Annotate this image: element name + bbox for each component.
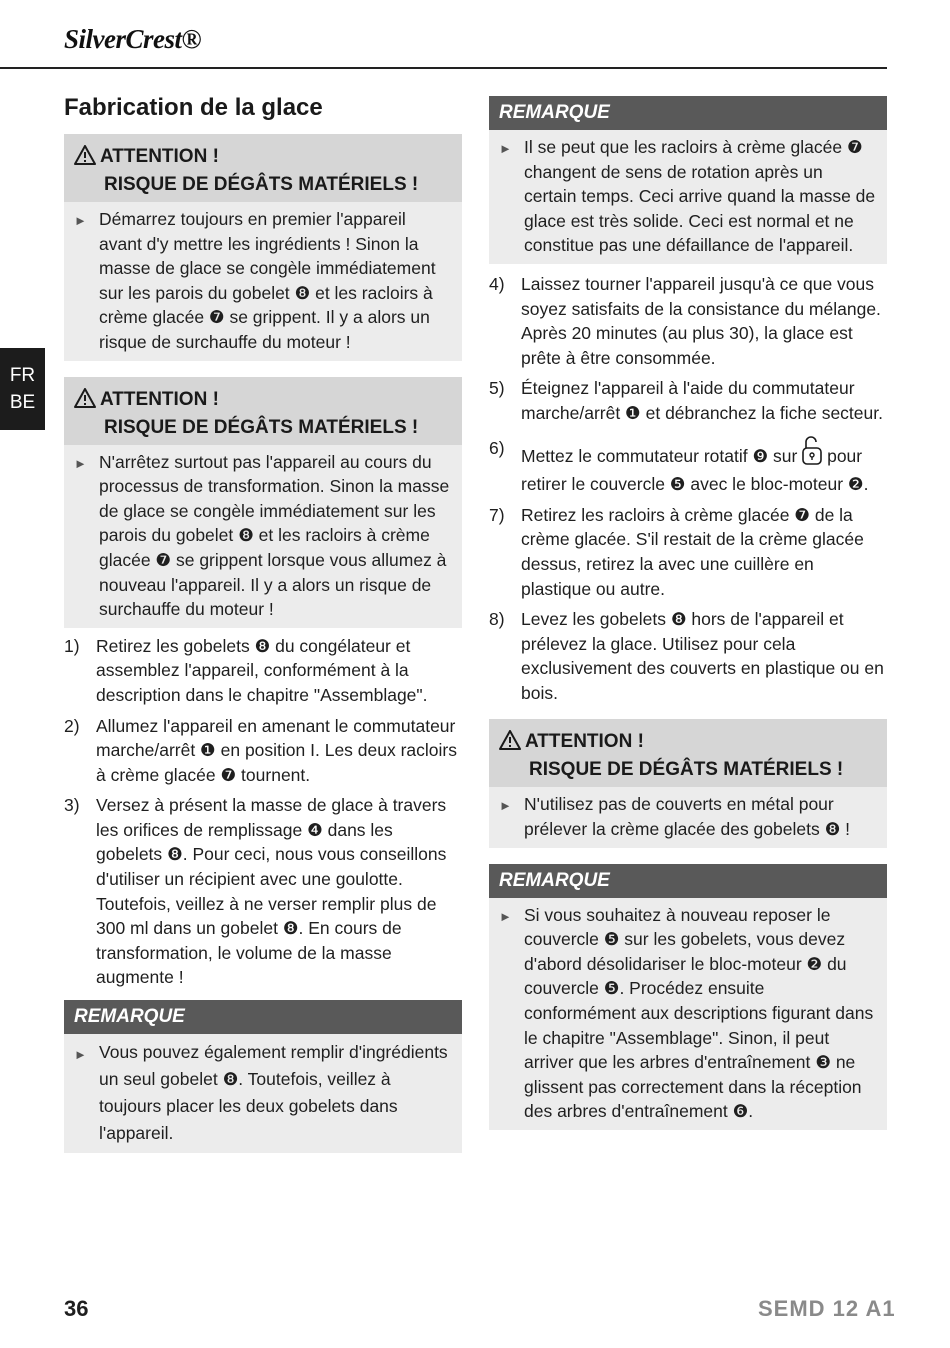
step-number: 1) xyxy=(64,635,80,656)
note-header: REMARQUE xyxy=(489,864,887,898)
language-code-fr: FR xyxy=(9,365,36,386)
note-header: REMARQUE xyxy=(64,1000,462,1034)
language-tab xyxy=(0,348,45,430)
step-text: Allumez l'appareil en amenant le commutateur marche/arrêt ❶ en position I. Les deux racloirs à crème glacée ❼ tournent. xyxy=(96,715,457,785)
note-item xyxy=(489,130,887,264)
note-box xyxy=(489,864,887,1130)
model-number: SEMD 12 A1 xyxy=(758,1296,896,1321)
step-text: Retirez les racloirs à crème glacée ❼ de la crème glacée. S'il restait de la crème glacée dessus, retirez la avec une cuillère en plastique ou autre. xyxy=(521,504,864,599)
note-text: Il se peut que les racloirs à crème glacée ❼ changent de sens de rotation après un certain temps. Ceci arrive quand la masse de glace est très solide. Ceci est normal et ne constitue pas une défaillance de l'appareil. xyxy=(524,137,876,256)
header-divider xyxy=(0,67,887,69)
note-box xyxy=(64,1000,462,1153)
step-number: 7) xyxy=(489,504,505,525)
warning-box xyxy=(64,377,462,628)
warning-subtitle: RISQUE DE DÉGÂTS MATÉRIELS ! xyxy=(529,759,844,781)
step-item xyxy=(489,436,887,497)
language-code-be: BE xyxy=(9,392,36,413)
note-box xyxy=(489,96,887,264)
step-text: Retirez les gobelets ❽ du congélateur et assemblez l'appareil, conformément à la description dans le chapitre "Assemblage". xyxy=(96,635,428,705)
step-text: Mettez le commutateur rotatif ❾ sur xyxy=(521,445,798,466)
step-number: 6) xyxy=(489,437,505,458)
warning-text: Démarrez toujours en premier l'appareil avant d'y mettre les ingrédients ! Sinon la masse de glace se congèle immédiatement sur les parois du gobelet ❽ et les racloirs à crème glacée ❼ se grippent. Il y a alors un risque de surchauffe du moteur ! xyxy=(99,209,436,352)
warning-subtitle: RISQUE DE DÉGÂTS MATÉRIELS ! xyxy=(104,416,419,438)
warning-item xyxy=(64,445,462,628)
warning-item xyxy=(64,202,462,361)
warning-title: ATTENTION ! xyxy=(100,146,219,167)
bullet-arrow-icon: ► xyxy=(499,798,512,814)
bullet-arrow-icon: ► xyxy=(499,141,512,156)
step-number: 3) xyxy=(64,795,80,816)
warning-header xyxy=(64,377,462,445)
bullet-arrow-icon: ► xyxy=(499,908,512,924)
step-text: Versez à présent la masse de glace à travers les orifices de remplissage ❹ dans les gobelets ❽. Pour ceci, nous vous conseillons d'utiliser un récipient avec une goulotte. Toutefois, veillez à ne verser remplir plus de 300 ml dans un gobelet ❽. En cours de transformation, le volume de la masse augmente ! xyxy=(96,795,447,988)
warning-triangle-icon xyxy=(74,145,100,172)
step-item xyxy=(64,634,462,708)
bullet-arrow-icon: ► xyxy=(74,1047,87,1063)
warning-text: N'utilisez pas de couverts en métal pour prélever la crème glacée des gobelets ❽ ! xyxy=(524,794,850,840)
note-header: REMARQUE xyxy=(489,96,887,130)
step-text: Éteignez l'appareil à l'aide du commutateur marche/arrêt ❶ et débranchez la fiche secteur. xyxy=(521,378,883,423)
warning-title: ATTENTION ! xyxy=(525,731,644,753)
left-column xyxy=(64,94,462,1167)
warning-text: N'arrêtez surtout pas l'appareil au cours du processus de transformation. Sinon la masse de glace se congèle immédiatement sur les parois du gobelet ❽ et les racloirs à crème glacée ❼ se grippent lorsque vous allumez à nouveau l'appareil. Il y a alors un risque de surchauffe du moteur ! xyxy=(99,451,450,620)
right-column xyxy=(489,96,887,1144)
warning-header xyxy=(64,134,462,202)
warning-box xyxy=(64,134,462,361)
step-number: 5) xyxy=(489,378,505,399)
page-number: 36 xyxy=(64,1296,89,1321)
step-item xyxy=(489,272,887,370)
step-item xyxy=(489,376,887,425)
step-text: Laissez tourner l'appareil jusqu'à ce que vous soyez satisfaits de la consistance du mélange. Après 20 minutes (au plus 30), la glace est prête à être consommée. xyxy=(521,273,881,368)
warning-triangle-icon xyxy=(74,388,100,415)
bullet-arrow-icon: ► xyxy=(74,213,87,228)
warning-header xyxy=(489,719,887,787)
warning-subtitle: RISQUE DE DÉGÂTS MATÉRIELS ! xyxy=(104,174,419,195)
step-item xyxy=(64,793,462,990)
section-title: Fabrication de la glace xyxy=(64,94,323,121)
note-item xyxy=(489,898,887,1130)
warning-triangle-icon xyxy=(499,730,525,757)
step-text: pour retirer le couvercle ❺ avec le bloc-moteur ❷. xyxy=(521,445,869,495)
bullet-arrow-icon: ► xyxy=(74,455,87,471)
step-item xyxy=(489,607,887,705)
step-item xyxy=(489,503,887,601)
step-number: 8) xyxy=(489,609,505,630)
warning-box xyxy=(489,719,887,847)
step-number: 2) xyxy=(64,715,80,736)
note-item xyxy=(64,1034,462,1153)
brand-logo: SilverCrest® xyxy=(64,24,202,54)
note-text: Si vous souhaitez à nouveau reposer le couvercle ❺ sur les gobelets, vous devez d'abord désolidariser le bloc-moteur ❷ du couvercle ❺. Procédez ensuite conformément aux descriptions figurant dans le chapitre "Assemblage". Sinon, il peut arriver que les arbres d'entraînement ❸ ne glissent pas correctement dans la réception des arbres d'entraînement ❻. xyxy=(524,904,874,1122)
step-text: Levez les gobelets ❽ hors de l'appareil et prélevez la glace. Utilisez pour cela exclusivement des couverts en plastique ou en bois. xyxy=(521,609,884,703)
warning-title: ATTENTION ! xyxy=(100,388,219,410)
note-text: Vous pouvez également remplir d'ingrédients un seul gobelet ❽. Toutefois, veillez à toujours placer les deux gobelets dans l'appareil. xyxy=(99,1042,448,1144)
step-number: 4) xyxy=(489,273,505,294)
warning-item xyxy=(489,787,887,847)
unlock-icon xyxy=(802,436,822,473)
step-item xyxy=(64,714,462,788)
